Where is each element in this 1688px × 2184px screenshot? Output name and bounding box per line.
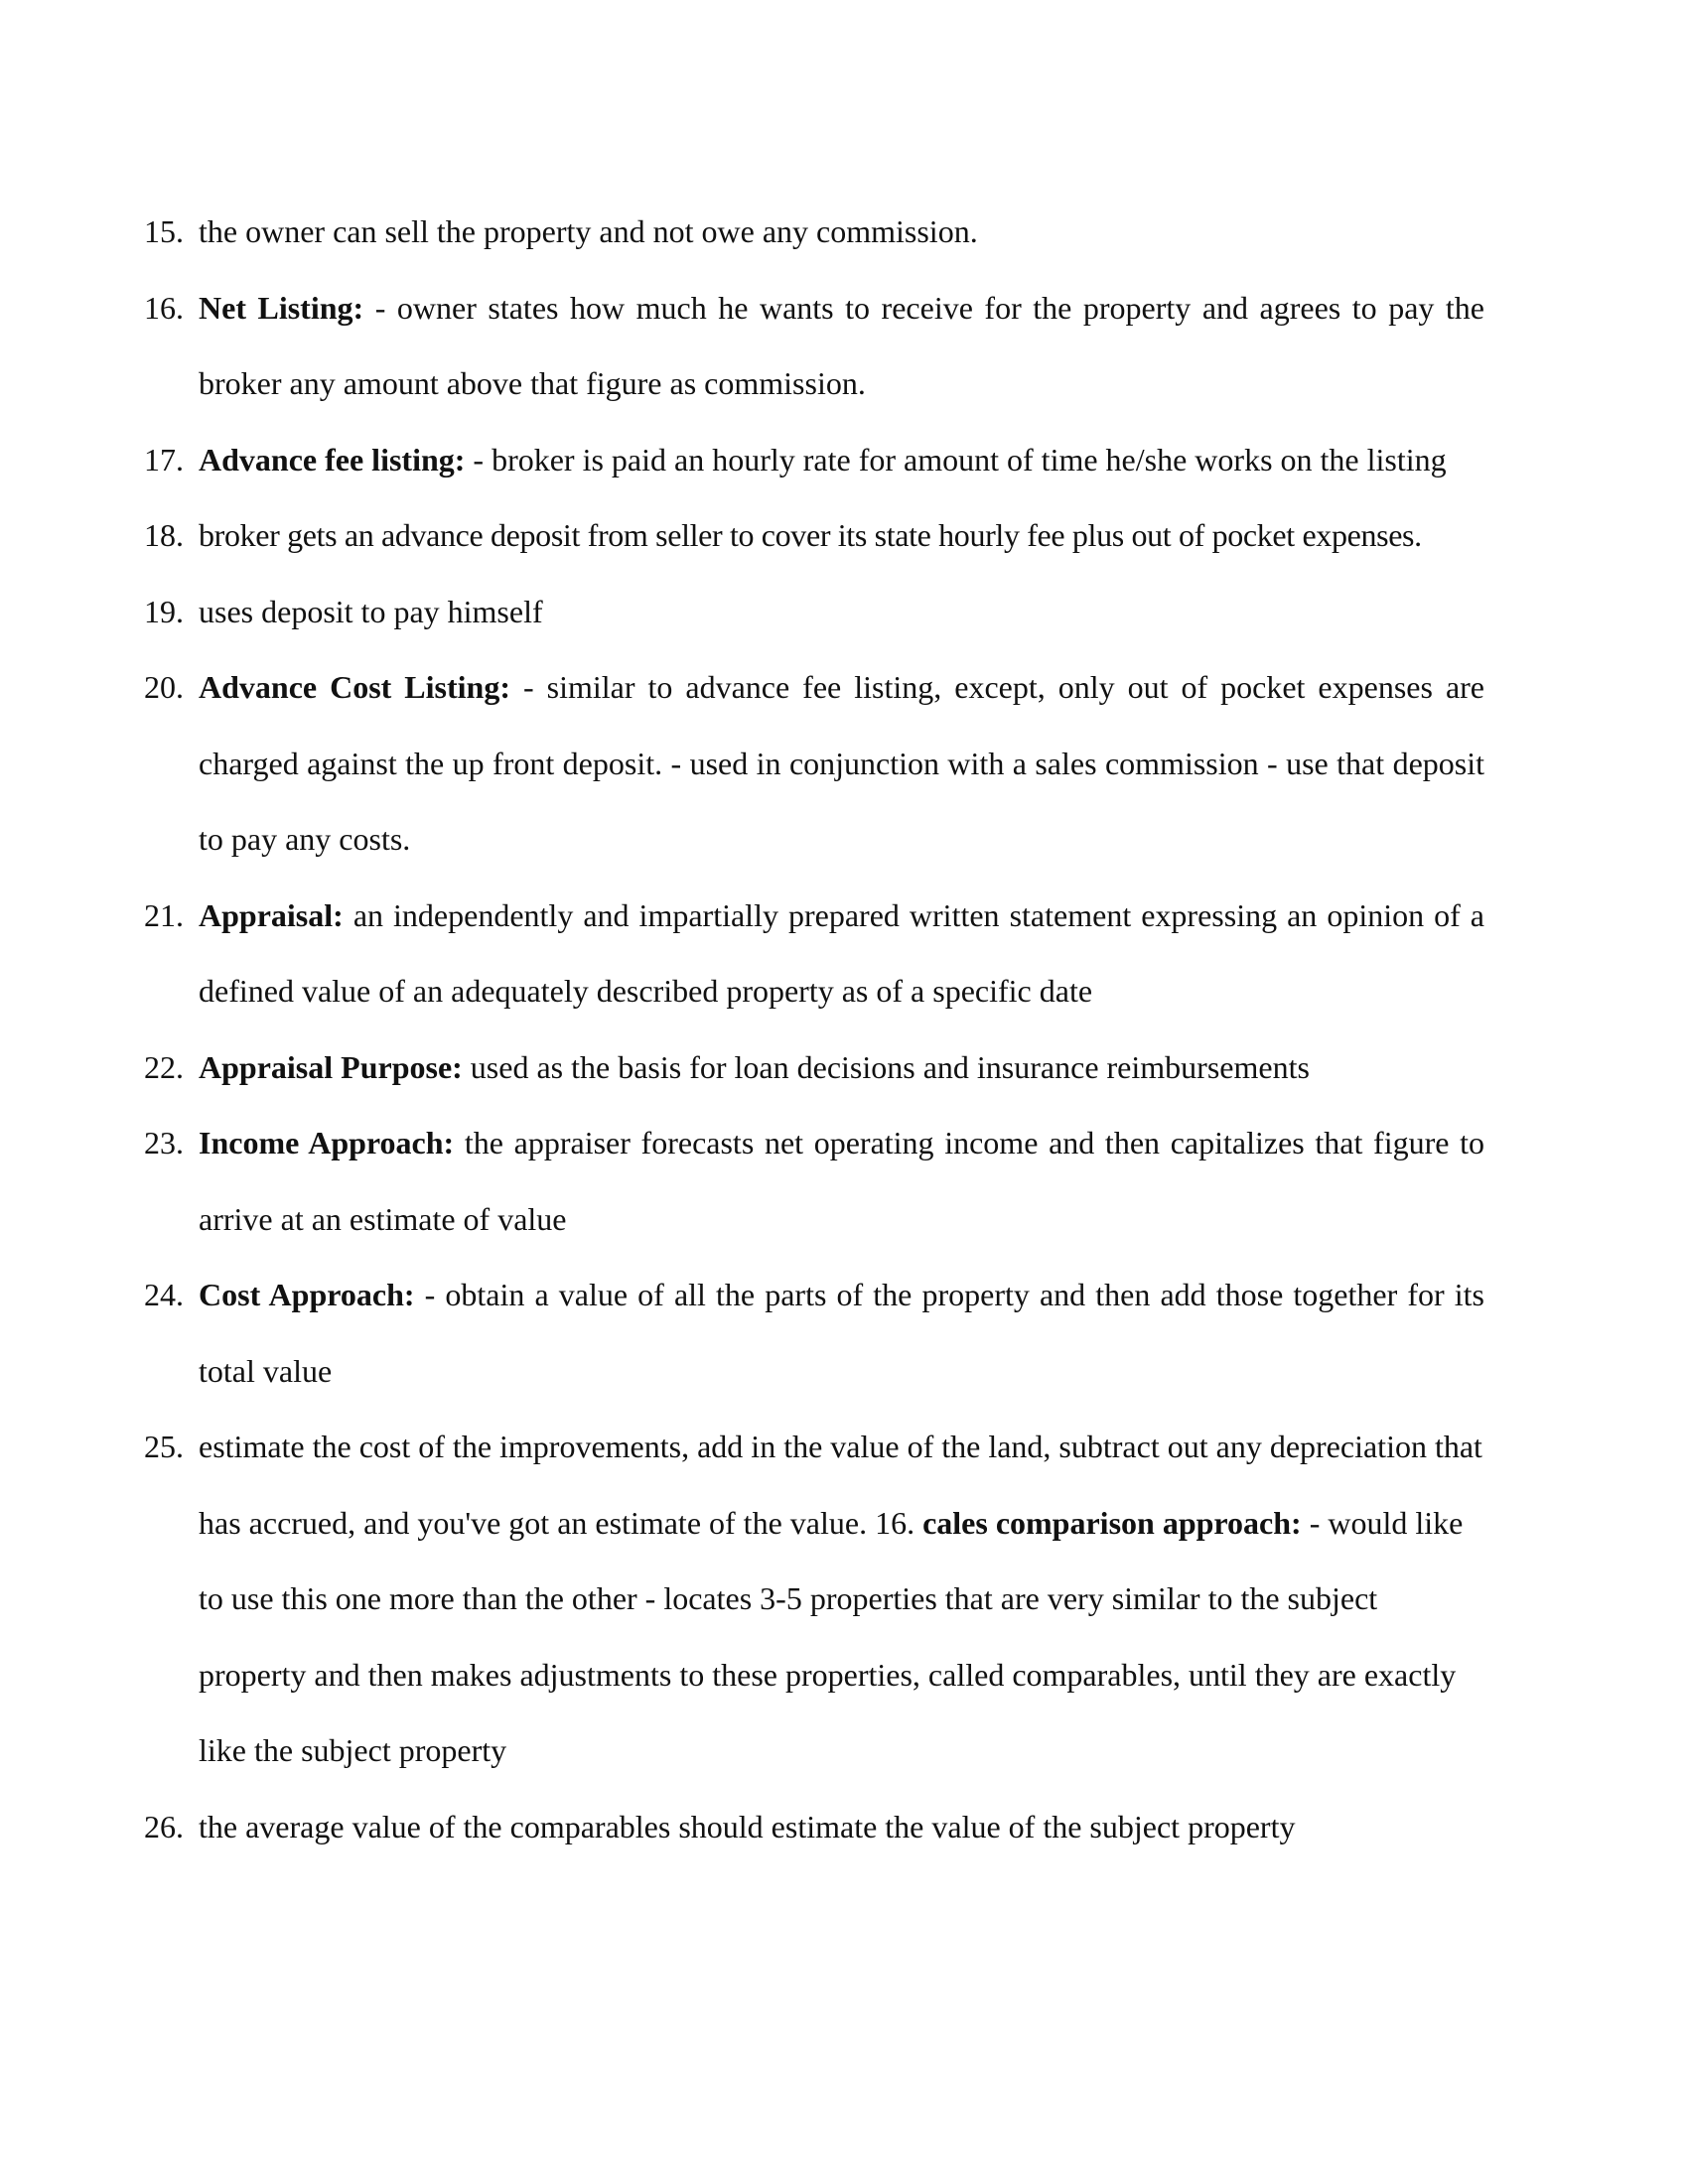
item-text [199, 194, 1484, 270]
item-number: 21. [144, 896, 184, 933]
numbered-list [144, 194, 1484, 1864]
list-item [144, 194, 1484, 270]
item-text [199, 1409, 1484, 1789]
list-item [144, 1409, 1484, 1789]
item-body: an independently and impartially prepared written statement expressing an opinion of a defined value of an adequately described property as of a specific date [199, 896, 1484, 1009]
item-body: estimate the cost of the improvements, add in the value of the land, subtract out any depreciation that has accrued, and you've got an estimate of the value. 16. [199, 1429, 1482, 1541]
item-text [199, 1257, 1484, 1409]
item-body: - obtain a value of all the parts of the property and then add those together for its total value [199, 1277, 1485, 1389]
item-number: 20. [144, 669, 184, 705]
item-term: Advance Cost Listing: [199, 669, 510, 705]
item-term: Advance fee listing: [199, 441, 466, 478]
item-text [199, 649, 1484, 878]
item-term: Appraisal Purpose: [199, 1048, 463, 1085]
item-number: 23. [144, 1125, 184, 1160]
list-item [144, 270, 1484, 422]
item-text [199, 878, 1484, 1029]
item-number: 15. [144, 213, 184, 249]
list-item [144, 649, 1484, 878]
item-number: 26. [144, 1808, 184, 1844]
item-number: 25. [144, 1429, 184, 1464]
item-body: - broker is paid an hourly rate for amount of time he/she works on the listing [465, 441, 1447, 478]
item-number: 24. [144, 1277, 184, 1312]
item-text [199, 574, 1484, 650]
list-item [144, 422, 1484, 498]
item-text [199, 270, 1484, 422]
item-body: the owner can sell the property and not owe any commission. [199, 213, 978, 249]
item-number: 22. [144, 1048, 184, 1085]
item-text [199, 422, 1484, 498]
item-body: used as the basis for loan decisions and insurance reimbursements [462, 1048, 1310, 1085]
item-text [199, 1789, 1484, 1865]
list-item [144, 1789, 1484, 1865]
item-text [199, 1029, 1484, 1106]
item-number: 19. [144, 593, 184, 629]
list-item [144, 1105, 1484, 1257]
item-term: cales comparison approach: [922, 1504, 1302, 1541]
item-body: - similar to advance fee listing, except, only out of pocket expenses are charged against the up front deposit. - used in conjunction with a sales commission - use that deposit to pay any costs. [199, 669, 1485, 857]
item-number: 17. [144, 441, 184, 478]
list-item [144, 878, 1484, 1029]
item-text [199, 1105, 1484, 1257]
item-body: the appraiser forecasts net operating income and then capitalizes that figure to arrive at an estimate of value [199, 1125, 1485, 1237]
item-term: Income Approach: [199, 1125, 455, 1160]
item-body: the average value of the comparables should estimate the value of the subject property [199, 1808, 1296, 1844]
item-term: Appraisal: [199, 896, 344, 933]
item-body: uses deposit to pay himself [199, 593, 543, 629]
item-term: Cost Approach: [199, 1277, 415, 1312]
item-body-continued: - would like to use this one more than the other - locates 3-5 properties that are very similar to the subject property and then makes adjustments to these properties, called comparables, until they are exactly like the subject property [199, 1504, 1464, 1768]
list-item [144, 1257, 1484, 1409]
item-body: broker gets an advance deposit from seller to cover its state hourly fee plus out of pocket expenses. [199, 517, 1422, 553]
list-item [144, 574, 1484, 650]
item-term: Net Listing: [199, 289, 364, 326]
item-body: - owner states how much he wants to receive for the property and agrees to pay the broker any amount above that figure as commission. [199, 289, 1485, 401]
list-item [144, 497, 1484, 574]
list-item [144, 1029, 1484, 1106]
item-number: 16. [144, 289, 184, 326]
item-number: 18. [144, 517, 184, 553]
item-text [199, 497, 1484, 574]
